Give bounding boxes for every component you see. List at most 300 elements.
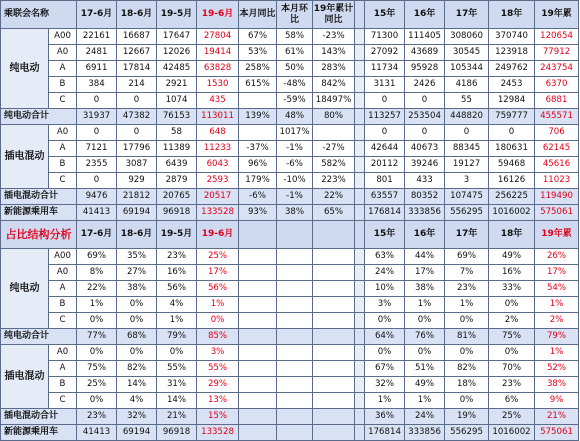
share-cell: 75% [489,329,535,345]
share-row [1,409,579,425]
share-cell [239,249,277,265]
sales-cell: 16126 [489,173,535,189]
header-cell: 18年 [489,1,535,29]
share-cell [277,281,313,297]
sales-cell: 96% [239,157,277,173]
share-row [1,297,579,313]
share-cell: 82% [445,361,489,377]
share-cell: 1% [157,313,197,329]
share-cell: 51% [405,361,445,377]
share-group-label: 纯电动 [1,249,49,329]
sales-cell: 448820 [445,109,489,125]
share-cell: 79% [535,329,579,345]
sales-cell: 2921 [157,77,197,93]
sales-cell: -6% [239,189,277,205]
share-category: B [49,377,77,393]
sales-cell: 7121 [77,141,117,157]
share-header-cell: 19-6月 [197,221,239,249]
header-cell: 乘联会名称 [1,1,77,29]
share-cell [277,409,313,425]
sales-cell [355,29,365,45]
sales-cell: 27804 [197,29,239,45]
header-cell: 17年 [445,1,489,29]
header-cell [355,1,365,29]
sales-cell: 21812 [117,189,157,205]
share-cell: 10% [365,281,405,297]
sales-cell: 96918 [157,205,197,221]
sales-cell: 12984 [489,93,535,109]
share-cell: 0% [489,297,535,313]
sales-category: A0 [49,45,77,61]
share-cell [355,393,365,409]
sales-cell: 63557 [365,189,405,205]
sales-cell: -1% [277,141,313,157]
share-cell: 23% [489,377,535,393]
sales-row [1,125,579,141]
share-row [1,393,579,409]
share-cell [313,329,355,345]
sales-cell: 9476 [77,189,117,205]
share-cell [277,297,313,313]
share-cell [313,409,355,425]
share-cell: 14% [157,393,197,409]
share-cell: 44% [405,249,445,265]
sales-cell [355,109,365,125]
share-cell [277,249,313,265]
sales-cell: 615% [239,77,277,93]
share-cell: 18% [445,377,489,393]
share-cell [355,425,365,441]
sales-category: A0 [49,125,77,141]
share-row [1,425,579,441]
sales-cell: 62145 [535,141,579,157]
sales-cell: 4186 [445,77,489,93]
sales-cell [355,61,365,77]
header-row [1,1,579,29]
sales-cell: 143% [313,45,355,61]
sales-cell: -37% [239,141,277,157]
sales-row [1,61,579,77]
sales-category: A [49,61,77,77]
sales-row [1,93,579,109]
share-cell [313,297,355,313]
share-cell: 17% [405,265,445,281]
share-cell [277,425,313,441]
sales-group-label: 插电混动 [1,125,49,189]
share-row [1,281,579,297]
share-cell: 69% [445,249,489,265]
share-cell: 23% [157,249,197,265]
header-cell: 本月同比 [239,1,277,29]
sales-cell [239,93,277,109]
share-cell: 22% [77,281,117,297]
sales-cell: 3131 [365,77,405,93]
share-header-cell: 18-6月 [117,221,157,249]
share-cell [313,249,355,265]
sales-cell: 308060 [445,29,489,45]
sales-cell [313,125,355,141]
sales-cell: 11023 [535,173,579,189]
sales-cell: 214 [117,77,157,93]
sales-cell: 77912 [535,45,579,61]
sales-cell: 0 [405,125,445,141]
share-cell: 1% [197,297,239,313]
header-cell: 19-6月 [197,1,239,29]
sales-cell: 42644 [365,141,405,157]
share-cell: 17% [535,265,579,281]
share-cell: 7% [445,265,489,281]
share-cell: 29% [197,377,239,393]
sales-cell: 39246 [405,157,445,173]
share-category: A0 [49,345,77,361]
sales-cell: 19414 [197,45,239,61]
sales-cell: 55 [445,93,489,109]
sales-cell: 40673 [405,141,445,157]
sales-cell: 455571 [535,109,579,125]
share-category: A0 [49,265,77,281]
share-row [1,377,579,393]
share-header-cell: 19-5月 [157,221,197,249]
sales-cell: 20517 [197,189,239,205]
share-cell: 63% [365,249,405,265]
share-cell [239,409,277,425]
share-header-cell: 18年 [489,221,535,249]
share-cell: 41413 [77,425,117,441]
share-cell: 17% [197,265,239,281]
sales-cell: 582% [313,157,355,173]
share-cell: 96918 [157,425,197,441]
share-cell: 36% [365,409,405,425]
share-cell [239,297,277,313]
sales-cell: 706 [535,125,579,141]
share-category: C [49,393,77,409]
share-cell [239,361,277,377]
share-cell [355,345,365,361]
sales-cell: 0 [77,173,117,189]
share-cell: 21% [535,409,579,425]
share-cell: 69% [77,249,117,265]
share-cell [239,281,277,297]
sales-cell: 17814 [117,61,157,77]
sales-row [1,173,579,189]
sales-cell [355,205,365,221]
share-cell: 19% [445,409,489,425]
share-cell: 1% [445,297,489,313]
share-cell: 575061 [535,425,579,441]
share-cell: 79% [157,329,197,345]
sales-cell: 11389 [157,141,197,157]
sales-cell: 63828 [197,61,239,77]
share-cell [239,329,277,345]
sales-cell: 88345 [445,141,489,157]
sales-cell: 61% [277,45,313,61]
share-cell [277,345,313,361]
sales-cell: 16687 [117,29,157,45]
sales-cell: 48% [277,109,313,125]
share-cell: 333856 [405,425,445,441]
share-cell [313,377,355,393]
share-cell: 0% [117,313,157,329]
share-header-cell: 16年 [405,221,445,249]
share-cell: 55% [197,361,239,377]
sales-cell: 19127 [445,157,489,173]
sales-cell: 11233 [197,141,239,157]
header-cell: 19年累 [535,1,579,29]
sales-cell [355,125,365,141]
share-cell: 4% [117,393,157,409]
sales-cell: 256225 [489,189,535,205]
share-cell [239,425,277,441]
sales-cell: 69194 [117,205,157,221]
sales-cell: 0 [405,93,445,109]
share-cell: 0% [365,345,405,361]
share-cell: 0% [445,345,489,361]
sales-cell: 0 [445,125,489,141]
share-cell: 49% [405,377,445,393]
sales-cell: 2593 [197,173,239,189]
share-cell: 55% [157,361,197,377]
sales-cell: 17647 [157,29,197,45]
sales-cell: 0 [365,125,405,141]
share-cell [239,265,277,281]
share-cell [355,265,365,281]
share-cell: 25% [197,249,239,265]
sales-row [1,141,579,157]
share-cell: 54% [535,281,579,297]
share-cell: 176814 [365,425,405,441]
sales-cell: 6043 [197,157,239,173]
share-cell: 23% [77,409,117,425]
share-cell: 32% [117,409,157,425]
share-header-cell: 17年 [445,221,489,249]
sales-cell: 223% [313,173,355,189]
sales-cell: 0 [77,125,117,141]
sales-total-label: 纯电动合计 [1,109,77,125]
share-category: A00 [49,249,77,265]
sales-cell: 258% [239,61,277,77]
sales-total-label: 插电混动合计 [1,189,77,205]
sales-category: A00 [49,29,77,45]
sales-cell: 0 [117,125,157,141]
share-cell: 77% [77,329,117,345]
sales-cell: 0 [489,125,535,141]
share-row [1,265,579,281]
sales-row [1,77,579,93]
sales-cell: 93% [239,205,277,221]
share-cell [239,377,277,393]
share-cell: 38% [117,281,157,297]
sales-cell: 929 [117,173,157,189]
share-total-label: 新能源乘用车 [1,425,77,441]
sales-cell: 80352 [405,189,445,205]
sales-cell: 67% [239,29,277,45]
share-cell: 67% [365,361,405,377]
sales-cell: 1017% [277,125,313,141]
sales-cell: 2453 [489,77,535,93]
share-cell [355,313,365,329]
sales-cell: -1% [277,189,313,205]
sales-cell: 41413 [77,205,117,221]
share-cell: 23% [445,281,489,297]
sales-cell: 20765 [157,189,197,205]
share-cell: 69194 [117,425,157,441]
header-cell: 18-6月 [117,1,157,29]
share-cell: 4% [157,297,197,313]
share-cell [239,393,277,409]
share-cell: 56% [157,281,197,297]
sales-row [1,205,579,221]
sales-cell: 65% [313,205,355,221]
share-cell: 21% [157,409,197,425]
share-cell: 1% [535,297,579,313]
sales-cell: 433 [405,173,445,189]
share-cell: 24% [365,265,405,281]
sales-cell: 59468 [489,157,535,173]
share-cell [355,281,365,297]
share-cell: 16% [157,265,197,281]
sales-cell: 119490 [535,189,579,205]
share-cell: 0% [77,313,117,329]
share-cell: 0% [445,393,489,409]
sales-cell: -10% [277,173,313,189]
share-cell: 8% [77,265,117,281]
share-cell [313,313,355,329]
share-cell: 1% [405,297,445,313]
share-cell [355,409,365,425]
share-cell [277,393,313,409]
sales-cell: 370740 [489,29,535,45]
sales-category: B [49,157,77,173]
sales-cell: 435 [197,93,239,109]
sales-cell: 22161 [77,29,117,45]
sales-cell: 243754 [535,61,579,77]
sales-cell: 20112 [365,157,405,173]
share-cell: 2% [535,313,579,329]
share-cell: 13% [197,393,239,409]
share-cell: 1016002 [489,425,535,441]
sales-cell: 123918 [489,45,535,61]
share-cell: 82% [117,361,157,377]
share-cell: 33% [489,281,535,297]
sales-cell: -48% [277,77,313,93]
share-header-cell [277,221,313,249]
sales-cell: 648 [197,125,239,141]
sales-cell: 1016002 [489,205,535,221]
share-header-cell [355,221,365,249]
sales-cell: 2481 [77,45,117,61]
share-cell [313,425,355,441]
share-cell [277,329,313,345]
header-cell: 19-5月 [157,1,197,29]
share-cell: 32% [365,377,405,393]
share-cell: 3% [197,345,239,361]
sales-cell: 47382 [117,109,157,125]
sales-cell: 842% [313,77,355,93]
sales-cell: 249762 [489,61,535,77]
share-cell [313,281,355,297]
sales-category: C [49,93,77,109]
share-cell: 38% [535,377,579,393]
sales-cell: 113257 [365,109,405,125]
share-cell: 85% [197,329,239,345]
share-cell: 26% [535,249,579,265]
sales-cell: 0 [117,93,157,109]
sales-cell: -27% [313,141,355,157]
sales-cell: 3087 [117,157,157,173]
sales-cell [355,189,365,205]
sales-cell: 12667 [117,45,157,61]
header-cell: 17-6月 [77,1,117,29]
share-cell: 49% [489,249,535,265]
sales-row [1,157,579,173]
share-cell [313,265,355,281]
share-row [1,329,579,345]
sales-cell: 22% [313,189,355,205]
share-cell: 1% [365,393,405,409]
sales-cell: 107475 [445,189,489,205]
sales-cell: 58 [157,125,197,141]
share-total-label: 纯电动合计 [1,329,77,345]
sales-cell: 176814 [365,205,405,221]
sales-cell: 11734 [365,61,405,77]
share-cell [355,361,365,377]
sales-cell: 384 [77,77,117,93]
sales-cell: 1074 [157,93,197,109]
share-cell: 68% [117,329,157,345]
share-cell: 25% [489,409,535,425]
share-cell: 24% [405,409,445,425]
share-cell [313,361,355,377]
sales-cell: 2879 [157,173,197,189]
sales-cell: 76153 [157,109,197,125]
share-category: C [49,313,77,329]
sales-cell: 120654 [535,29,579,45]
share-cell [355,249,365,265]
sales-cell [355,173,365,189]
sales-cell: 6911 [77,61,117,77]
sales-cell: 575061 [535,205,579,221]
sales-cell: 2355 [77,157,117,173]
share-row [1,313,579,329]
sales-cell: 6439 [157,157,197,173]
share-cell: 25% [77,377,117,393]
sales-cell: 759777 [489,109,535,125]
share-cell: 0% [405,345,445,361]
sales-cell: 71300 [365,29,405,45]
share-cell: 81% [445,329,489,345]
share-group-label: 插电混动 [1,345,49,409]
share-section-title: 占比结构分析 [1,221,77,249]
sales-cell: 17796 [117,141,157,157]
sales-cell: 12026 [157,45,197,61]
share-cell [239,313,277,329]
sales-cell: 180631 [489,141,535,157]
sales-cell: 31937 [77,109,117,125]
sales-cell: -6% [277,157,313,173]
sales-cell: 43689 [405,45,445,61]
sales-row [1,45,579,61]
share-cell: 0% [489,345,535,361]
share-cell: 556295 [445,425,489,441]
share-cell: 1% [77,297,117,313]
share-cell: 0% [117,297,157,313]
sales-cell: 27092 [365,45,405,61]
share-cell [355,377,365,393]
sales-cell: 283% [313,61,355,77]
share-row [1,361,579,377]
share-cell: 1% [405,393,445,409]
share-total-label: 插电混动合计 [1,409,77,425]
